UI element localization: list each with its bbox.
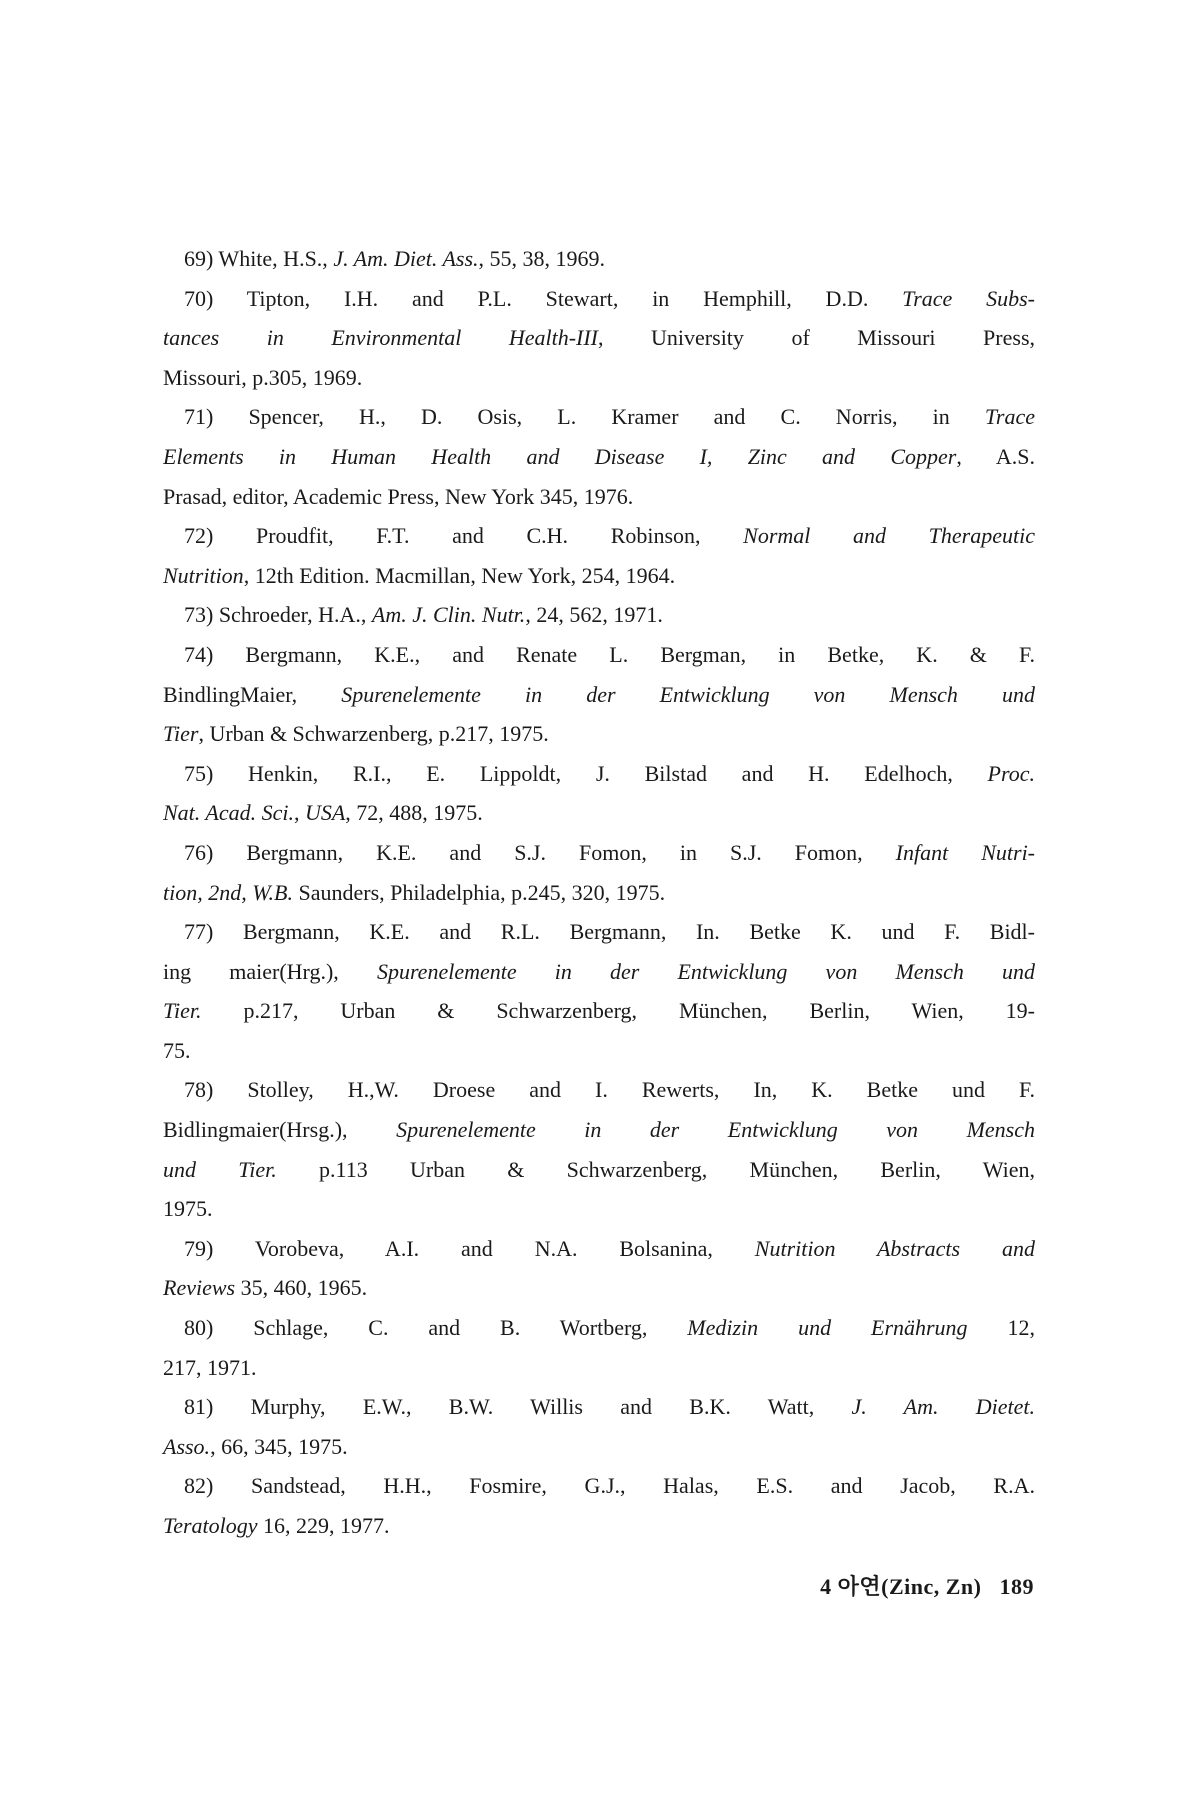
- reference-line: [163, 912, 1035, 952]
- reference-line: [163, 358, 1035, 398]
- italic-title-text: Tier: [163, 721, 199, 747]
- italic-title-text: Proc.: [987, 760, 1035, 786]
- reference-line: [163, 793, 1035, 833]
- reference-text: 81) Murphy, E.W., B.W. Willis and B.K. Watt,: [184, 1394, 852, 1420]
- italic-title-text: Nat. Acad. Sci.: [163, 800, 294, 826]
- italic-title-text: und Tier.: [163, 1156, 277, 1182]
- reference-text: 69) White, H.S.,: [184, 246, 334, 271]
- italic-title-text: Nutrition: [163, 562, 244, 588]
- reference-text: 16, 229, 1977.: [257, 1513, 390, 1538]
- reference-line: [163, 1150, 1035, 1190]
- italic-title-text: Spurenelemente in der Entwicklung von Mensch: [396, 1117, 1035, 1143]
- reference-line: [163, 754, 1035, 794]
- reference-line: [163, 833, 1035, 873]
- reference-item: [163, 833, 1035, 912]
- reference-line: [163, 1110, 1035, 1150]
- reference-line: [163, 1506, 1035, 1546]
- italic-title-text: Teratology: [163, 1513, 258, 1538]
- reference-text: 71) Spencer, H., D. Osis, L. Kramer and C. Norris, in: [184, 404, 985, 430]
- italic-title-text: Spurenelemente in der Entwicklung von Mensch und: [341, 681, 1035, 707]
- reference-text: 73) Schroeder, H.A.,: [184, 602, 372, 628]
- reference-text: Saunders, Philadelphia, p.245, 320, 1975.: [292, 879, 666, 905]
- reference-line: [163, 437, 1035, 477]
- reference-line: [163, 397, 1035, 437]
- reference-item: [163, 279, 1035, 398]
- reference-item: [163, 1070, 1035, 1228]
- italic-title-text: Medizin und Ernährung: [687, 1315, 968, 1341]
- reference-text: 78) Stolley, H.,W. Droese and I. Rewerts, In, K. Betke und F.: [184, 1077, 1035, 1103]
- reference-line: [163, 1031, 1035, 1071]
- reference-line: [163, 1229, 1035, 1269]
- italic-title-text: J. Am. Dietet.: [851, 1394, 1035, 1420]
- reference-text: Bidlingmaier(Hrsg.),: [163, 1117, 397, 1143]
- reference-list: [163, 239, 1035, 1546]
- reference-item: [163, 397, 1035, 516]
- italic-title-text: J. Am. Diet. Ass.: [333, 246, 479, 271]
- page-footer: [820, 1570, 1034, 1601]
- reference-text: 1975.: [163, 1196, 213, 1222]
- reference-line: [163, 595, 1035, 635]
- reference-line: [163, 873, 1035, 913]
- reference-text: 12,: [967, 1315, 1035, 1341]
- reference-text: ing maier(Hrg.),: [163, 958, 377, 984]
- reference-line: [163, 1387, 1035, 1427]
- reference-item: [163, 239, 1035, 279]
- italic-title-text: USA: [304, 800, 346, 826]
- reference-line: [163, 239, 1035, 279]
- reference-item: [163, 1466, 1035, 1545]
- italic-title-text: Tier.: [163, 998, 202, 1024]
- reference-text: 75.: [163, 1037, 191, 1063]
- reference-text: , A.S.: [956, 443, 1035, 469]
- reference-text: 70) Tipton, I.H. and P.L. Stewart, in Hemphill, D.D.: [184, 285, 903, 311]
- reference-line: [163, 1466, 1035, 1506]
- reference-item: [163, 516, 1035, 595]
- italic-title-text: Trace Subs-: [902, 285, 1035, 311]
- reference-item: [163, 754, 1035, 833]
- reference-text: , 66, 345, 1975.: [210, 1433, 348, 1459]
- italic-title-text: Elements in Human Health and Disease I, Zinc and Copper: [163, 443, 957, 469]
- reference-text: , Urban & Schwarzenberg, p.217, 1975.: [198, 721, 549, 747]
- reference-line: [163, 318, 1035, 358]
- reference-text: 82) Sandstead, H.H., Fosmire, G.J., Halas, E.S. and Jacob, R.A.: [184, 1473, 1035, 1499]
- italic-title-text: Reviews: [163, 1275, 236, 1301]
- reference-line: [163, 991, 1035, 1031]
- italic-title-text: tances in Environmental Health-III: [163, 325, 599, 351]
- italic-title-text: tion, 2nd, W.B.: [163, 879, 293, 905]
- italic-title-text: Trace: [984, 404, 1035, 430]
- reference-line: [163, 1268, 1035, 1308]
- reference-text: , 55, 38, 1969.: [478, 246, 606, 271]
- reference-line: [163, 714, 1035, 754]
- reference-line: [163, 477, 1035, 517]
- reference-text: , 24, 562, 1971.: [525, 602, 663, 628]
- reference-text: 72) Proudfit, F.T. and C.H. Robinson,: [184, 523, 744, 549]
- reference-item: [163, 595, 1035, 635]
- reference-text: 80) Schlage, C. and B. Wortberg,: [184, 1315, 688, 1341]
- italic-title-text: Spurenelemente in der Entwicklung von Mensch und: [376, 958, 1035, 984]
- reference-text: 217, 1971.: [163, 1354, 257, 1380]
- reference-text: 76) Bergmann, K.E. and S.J. Fomon, in S.J. Fomon,: [184, 839, 896, 865]
- reference-line: [163, 556, 1035, 596]
- reference-line: [163, 1308, 1035, 1348]
- reference-text: p.217, Urban & Schwarzenberg, München, Berlin, Wien, 19-: [201, 998, 1035, 1024]
- reference-line: [163, 1189, 1035, 1229]
- reference-item: [163, 1308, 1035, 1387]
- reference-text: Prasad, editor, Academic Press, New York 345, 1976.: [163, 483, 634, 509]
- reference-line: [163, 1348, 1035, 1388]
- reference-line: [163, 952, 1035, 992]
- reference-text: 74) Bergmann, K.E., and Renate L. Bergman, in Betke, K. & F.: [184, 641, 1035, 667]
- italic-title-text: Nutrition Abstracts and: [754, 1235, 1035, 1261]
- reference-line: [163, 516, 1035, 556]
- reference-line: [163, 279, 1035, 319]
- reference-text: 75) Henkin, R.I., E. Lippoldt, J. Bilstad and H. Edelhoch,: [184, 760, 988, 786]
- reference-text: , 72, 488, 1975.: [345, 800, 483, 826]
- italic-title-text: Am. J. Clin. Nutr.: [371, 602, 526, 628]
- reference-item: [163, 1229, 1035, 1308]
- reference-text: ,: [293, 800, 305, 826]
- reference-item: [163, 912, 1035, 1070]
- running-footer-chapter: 4 아연(Zinc, Zn): [820, 1574, 982, 1599]
- page-number: 189: [999, 1574, 1034, 1599]
- reference-text: p.113 Urban & Schwarzenberg, München, Berlin, Wien,: [276, 1156, 1035, 1182]
- reference-line: [163, 675, 1035, 715]
- reference-line: [163, 635, 1035, 675]
- reference-text: Missouri, p.305, 1969.: [163, 364, 363, 390]
- reference-text: , University of Missouri Press,: [598, 325, 1035, 351]
- reference-text: 35, 460, 1965.: [235, 1275, 368, 1301]
- reference-text: BindlingMaier,: [163, 681, 342, 707]
- reference-text: , 12th Edition. Macmillan, New York, 254, 1964.: [243, 562, 676, 588]
- italic-title-text: Asso.: [163, 1433, 211, 1459]
- reference-text: 77) Bergmann, K.E. and R.L. Bergmann, In. Betke K. und F. Bidl-: [184, 919, 1035, 945]
- reference-text: 79) Vorobeva, A.I. and N.A. Bolsanina,: [184, 1235, 755, 1261]
- reference-item: [163, 1387, 1035, 1466]
- reference-line: [163, 1070, 1035, 1110]
- reference-line: [163, 1427, 1035, 1467]
- italic-title-text: Normal and Therapeutic: [743, 523, 1035, 549]
- reference-item: [163, 635, 1035, 754]
- italic-title-text: Infant Nutri-: [895, 839, 1035, 865]
